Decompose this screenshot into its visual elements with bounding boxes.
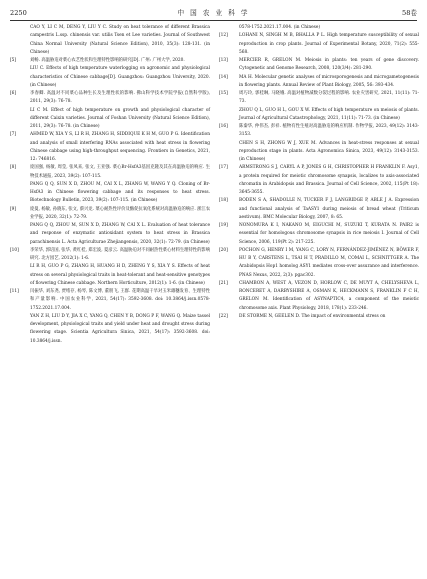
reference-entry [10,313,210,346]
reference-entry [219,90,419,107]
reference-entry [219,247,419,280]
reference-entry [10,288,210,313]
reference-text: 周巧玲, 郭桂琳, 马晓娥. 高温对植物减数分裂过程的影响. 农业灾害研究, 2021, 11(11): 71-73. [239,91,419,105]
reference-number: [9] [10,206,17,212]
reference-entry [219,197,419,222]
reference-entry [219,164,419,197]
reference-number: [14] [219,74,228,80]
reference-entry [219,74,419,91]
references-right-column [219,24,419,321]
reference-entry [219,222,419,247]
reference-number: [7] [10,132,17,138]
reference-entry [219,107,419,124]
reference-entry [10,181,210,206]
reference-number: [11] [10,289,19,294]
reference-number: [10] [10,247,19,253]
reference-entry [10,24,210,57]
reference-entry [219,24,419,32]
reference-number: [6] [10,91,17,96]
reference-entry [10,206,210,223]
reference-text: CHAMBON A, WEST A, VEZON D, HORLOW C, DE MUYT A, CHELYSHEVA L, RONCERET A, DARBYSHIRE A, OSMAN K, HECKMANN S, FRANKLIN F C H, GRELON M. Identification of ASYNAPTIC4, a component of the meiotic chromosome axis. Plant Physiology, 2018, 178(1): 233-246. [239,280,419,311]
reference-text: 庞曼, 杨敏, 孙晓东, 张文, 蔡兴龙. 菜心耐热性评价及酶促抗氧化系统对高温胁迫的响应. 浙江农业学报, 2020, 32(1): 72-79. [30,206,210,220]
reference-text: PANG Q Q, ZHOU M, SUN X D, ZHANG W, CAI X L. Evaluation of heat tolerance and response of enzymatic antioxidant system to heat stress in Brassica parachinensis L. Acta Agriculturae Zhejiangensis, 2020, 32(1): 72-79. (in Chinese) [30,223,210,245]
reference-entry [10,164,210,181]
reference-text: DE STORME N, GEELEN D. The impact of environmental stress on [239,313,386,319]
reference-number: [21] [219,280,228,286]
reference-text: CAO Y, LI C M, DENG Y, LIU Y C. Study on heat tolerance of different Brassica campestris L.ssp. chinensis var. utilis Tsen et Lee varieties. Journal of Southwest China Normal University (Natural Science Edition), 2010, 35(3): 128-131. (in Chinese) [30,25,210,55]
reference-entry [219,32,419,57]
page-header [10,7,417,19]
reference-text: ARMSTRONG S J, CARYL A P, JONES G H, CHRISTOPHER H FRANKLIN F. Asy1, a protein required for meiotic chromosome synapsis, localizes to axis-associated chromatin in Arabidopsis and Brassica. Journal of Cell Science, 2002, 115(Pt 18): 3645-3655. [239,165,419,195]
reference-text: 刘畅. 高温胁迫对菜心农艺性状和生理特性影响的研究[D]. 广州: 广州大学, 2020. [30,58,185,63]
references-left-column [10,24,210,346]
reference-text: LIU C. Effects of high temperature waterlogging on agronomic and physiological characteristics of Chinese cabbage[D]. Guangzhou: Guangzhou University, 2020. (in Chinese) [30,66,210,88]
reference-number: [5] [10,58,17,63]
reference-entry [10,131,210,164]
reference-number: [13] [219,58,228,63]
reference-text: 李荣华, 郭培国, 张华, 黄红桂, 郑宏波, 夏彦云. 高温胁迫对不同耐热性菜心材料生理特性的影响研究. 北方园艺, 2012(1): 1-6. [30,247,210,261]
reference-text: LOHANI N, SINGH M B, BHALLA P L. High temperature susceptibility of sexual reproduction in crop plants. Journal of Experimental Botany, 2020, 71(2): 555-568. [239,33,419,55]
reference-text: POCHON G, HENRY I M, YANG C, LORY N, FERNÁNDEZ-JIMÉNEZ N, BÖWER F, HU B Y, CARSTENS L, TSAI H T, PRADILLO M, COMAI L, SCHNITTGER A. The Arabidopsis Hop1 homolog ASY1 mediates cross-over assurance and interference. PNAS Nexus, 2022, 2(3): pgac302. [239,247,419,278]
reference-entry [219,280,419,313]
reference-number: [12] [219,33,228,39]
reference-entry [219,123,419,140]
reference-entry [10,90,210,107]
reference-entry [10,222,210,247]
header-rule [10,20,417,21]
reference-text: BODEN S A, SHADOLLE N, TUCKER F J, LANGRIDGE P, ABLE J A. Expression and functional analysis of TaASY1 during meiosis of bread wheat (Triticum aestivum). BMC Molecular Biology, 2007, 8: 65. [239,198,419,220]
reference-text: LI R H, GUO P G, ZHANG H, HUANG H D, ZHENG Y S, XIA Y S. Effects of heat stress on several physiological traits in heat-tolerant and heat-sensitive genotypes of flowering Chinese cabbage. Northern Horticulture, 2012(1): 1-6. (in Chinese) [30,264,210,286]
reference-number: [22] [219,313,228,319]
reference-entry [10,263,210,288]
reference-text: 0578-1752.2021.17.004. (in Chinese) [239,25,321,30]
reference-entry [10,247,210,264]
reference-text: ZHOU Q L, GUO H L, GOU X W. Effects of high temperature on meiosis of plants. Journal of Agricultural Catastrophology, 2021, 11(11): 71-73. (in Chinese) [239,107,419,121]
reference-text: 陈秦华, 仲伟杰, 彭祥. 植物有性生殖对高温胁迫的响应机制. 作物学报, 2023, 49(12): 3143-3153. [239,124,419,138]
reference-text: LI C M. Effect of high temperature on growth and physiological character of different Caixin varieties. Journal of Foshan University (Natural Science Edition), 2011, 29(3): 76-78. (in Chinese) [30,107,210,129]
reference-number: [19] [219,223,228,228]
reference-entry [10,65,210,90]
reference-text: MA H. Molecular genetic analyses of microsporogenesis and microgametogenesis in flowering plants. Annual Review of Plant Biology, 2005, 56: 393-434. [239,74,419,88]
reference-entry [219,57,419,74]
volume-label: 58卷 [402,9,417,17]
reference-entry [10,107,210,132]
reference-text: YAN Z H, LIU D Y, JIA X C, YANG Q, CHEN Y B, DONG P F, WANG Q. Maize tassel development, physiological traits and yield under heat and drought stress during flowering stage. Scientia Agricultura Sinica, 2021, 54(17): 3592-3608. doi: 10.3864/j.issn. [30,313,210,344]
journal-name: 中 国 农 业 科 学 [177,9,250,17]
reference-entry [10,57,210,65]
page-number: 2250 [10,9,27,17]
reference-text: AHMED W, XIA Y S, LI R H, ZHANG H, SIDDIQUE K H M, GUO P G. Identification and analysis of small interfering RNAs associated with heat stress in flowering Chinese cabbage using high-throughput sequencing. Frontiers in Genetics, 2021, 12: 746816. [30,132,210,162]
reference-entry [219,313,419,321]
reference-text: CHEN S H, ZHONG W J, XUE M. Advances in heat-stress responses at sexual reproduction stage in plants. Acta Agronomica Sinica, 2023, 49(12): 3143-3153. (in Chinese) [239,140,419,162]
reference-number: [15] [219,91,228,96]
reference-entry [219,140,419,165]
reference-text: 闫振华, 刘东尧, 贾绪存, 杨琴, 陈文博, 董朋飞, 王群. 花期高温干旱对玉米雄穗发育、生理特性和产量影响. 中国农业科学, 2021, 54(17): 3592-3608. doi: 10.3864/j.issn.0578-1752.2021.17.004. [30,289,210,311]
reference-number: [8] [10,165,17,171]
reference-text: PANG Q Q, SUN X D, ZHOU M, CAI X L, ZHANG W, WANG Y Q. Cloning of Br-HsfA3 in Chinese flowering cabbage and its responses to heat stress. Biotechnology Bulletin, 2023, 39(2): 107-115. (in Chinese) [30,181,210,204]
reference-text: NONOMURA K I, NAKANO M, EIGUCHI M, SUZUKI T, KURATA N. PAIR2 is essential for homologous chromosome synapsis in rice meiosis I. Journal of Cell Science, 2006, 119(Pt 2): 217-225. [239,223,419,245]
reference-number: [16] [219,124,228,129]
reference-text: MERCIER R, GRELON M. Meiosis in plants: ten years of gene discovery. Cytogenetic and Genome Research, 2008, 120(3/4): 281-290. [239,58,419,72]
reference-text: 李春卿. 高温对不同菜心品种生长及生理性状的影响. 佛山科学技术学院学报(自然科学版), 2011, 29(3): 76-78. [30,91,210,105]
reference-number: [20] [219,247,228,253]
reference-number: [17] [219,165,228,171]
reference-text: 庞国强, 杨敏, 周莹, 张凤来, 张文, 王亚强. 菜心Br-HsfA3基因克隆及其在高温胁迫的响应. 生物技术通报, 2023, 39(2): 107-115. [30,165,210,179]
reference-number: [18] [219,198,228,204]
